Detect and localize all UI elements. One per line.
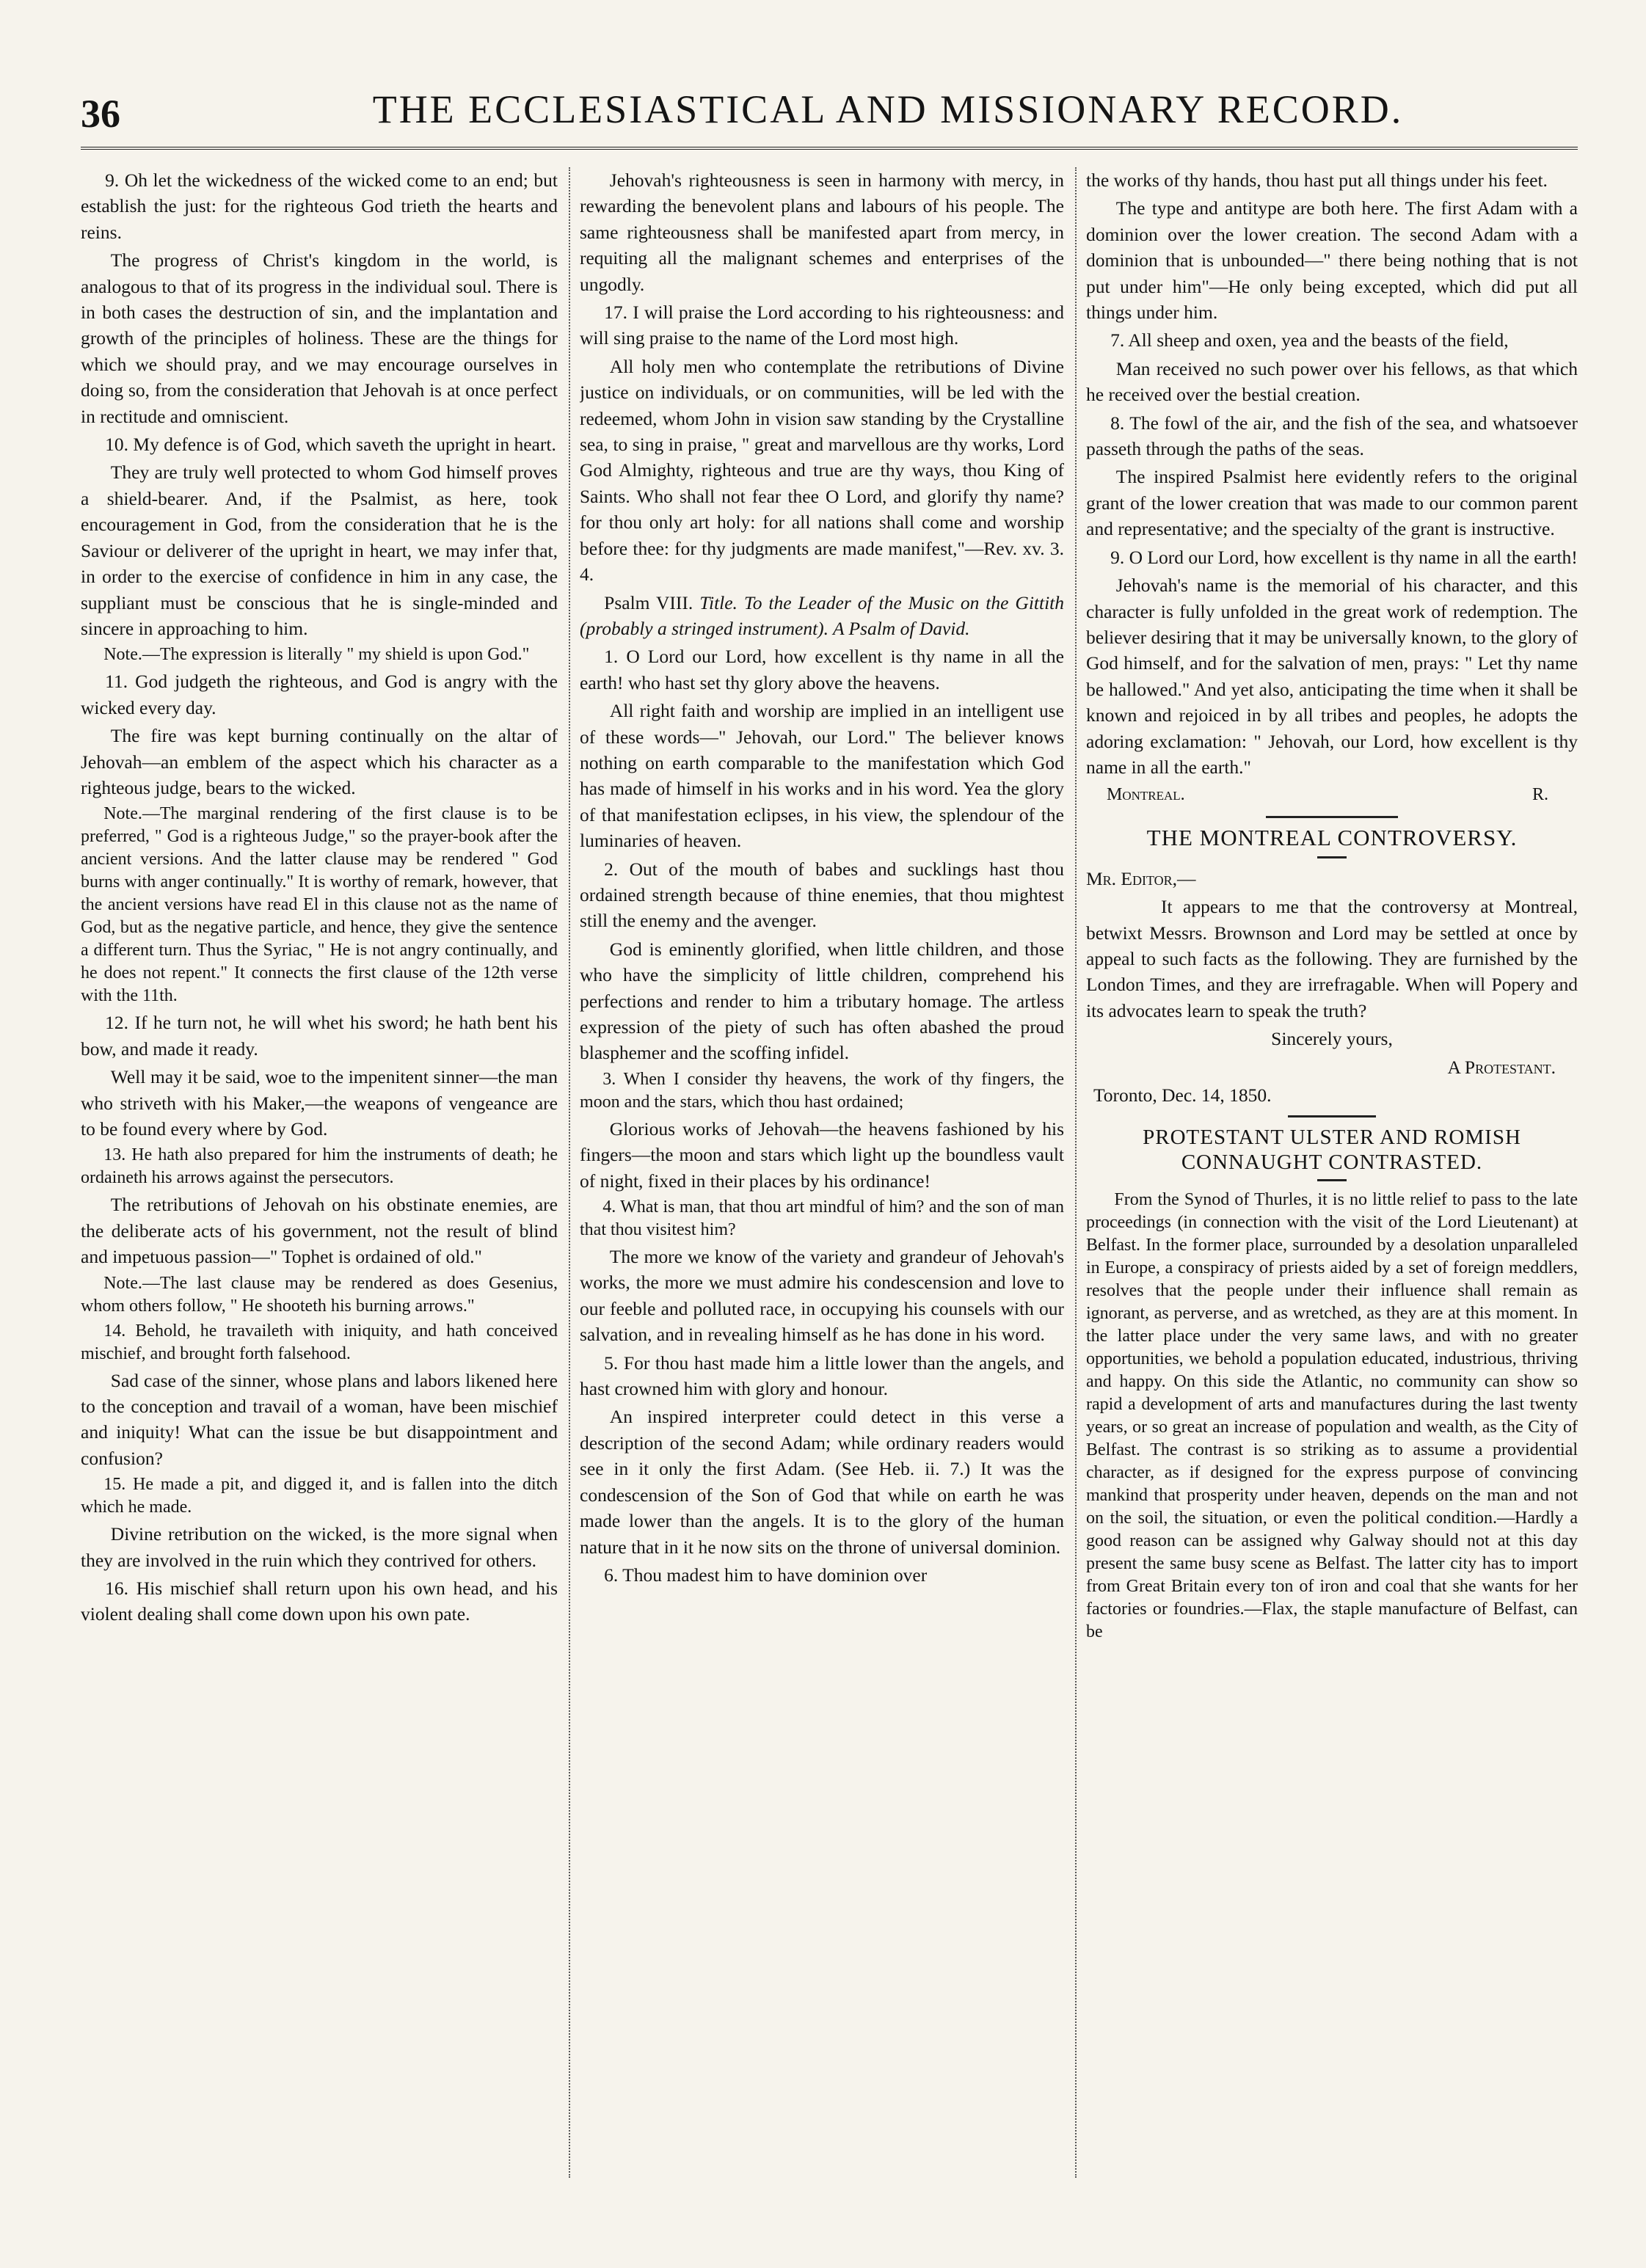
signature: A Protestant.: [1447, 1056, 1556, 1078]
commentary: The more we know of the variety and grandeur of Jehovah's works, the more we must admire his condescension and love to our feeble and polluted race, in occupying his counsels with our salvation, and in revealing himself as he has done in his word.: [580, 1246, 1064, 1346]
salutation: Mr. Editor,—: [1086, 867, 1196, 889]
commentary: Jehovah's righteousness is seen in harmony with mercy, in rewarding the benevolent plans and labours of his people. The same righteousness shall be manifested apart from mercy, in requiting all the malignant schemes and enterprises of the ungodly.: [580, 169, 1064, 295]
verse: 14. Behold, he travaileth with iniquity, and hath conceived mischief, and brought forth falsehood.: [81, 1321, 558, 1363]
commentary: They are truly well protected to whom God himself proves a shield-bearer. And, if the Psalmist, as here, took encouragement in God, from the consideration that he is the Saviour or deliverer of the upright in heart, we may infer that, in order to the exercise of confidence in him in any case, the suppliant must be conscious that he is single-minded and sincere in approaching to him.: [81, 462, 558, 639]
column-2: [580, 167, 1064, 2192]
verse: 9. Oh let the wickedness of the wicked come to an end; but establish the just: for the righteous God trieth the hearts and reins.: [81, 169, 558, 243]
title-rule: [1317, 856, 1347, 858]
verse: 10. My defence is of God, which saveth the upright in heart.: [105, 434, 556, 456]
verse: 13. He hath also prepared for him the instruments of death; he ordaineth his arrows against the persecutors.: [81, 1145, 558, 1188]
commentary: All holy men who contemplate the retributions of Divine justice on individuals, or on communities, will be led with the redeemed, whom John in vision saw standing by the Crystalline sea, to sing in praise, " great and marvellous are thy works, Lord God Almighty, righteous and true are thy ways, thou King of Saints. Who shall not fear thee O Lord, and glorify thy name? for thou only art holy: for all nations shall come and worship before thee: for thy judgments are made manifest,"—Rev. xv. 3. 4.: [580, 355, 1064, 586]
commentary: An inspired interpreter could detect in this verse a description of the second Adam; while ordinary readers would see in it only the first Adam. (See Heb. ii. 7.) It was the condescension of the Son of God that while on earth he was made lower than the angels. It is to the glory of the human nature that in it he now sits on the throne of universal dominion.: [580, 1406, 1064, 1558]
commentary: Man received no such power over his fellows, as that which he received over the bestial creation.: [1086, 357, 1578, 406]
closing: Sincerely yours,: [1271, 1028, 1393, 1050]
note: Note.—The last clause may be rendered as does Gesenius, whom others follow, " He shooteth his burning arrows.": [81, 1273, 558, 1316]
verse: 3. When I consider thy heavens, the work of thy fingers, the moon and the stars, which thou hast ordained;: [580, 1069, 1064, 1112]
page-header: [81, 87, 1578, 145]
verse: 12. If he turn not, he will whet his sword; he hath bent his bow, and made it ready.: [81, 1012, 558, 1060]
commentary: Jehovah's name is the memorial of his character, and this character is fully unfolded in the great work of redemption. The believer desiring that it may be universally known, to the glory of God himself, and for the salvation of men, prays: " Let thy name be hallowed." And yet also, anticipating the time when it shall be known and rejoiced in by all tribes and peoples, he adopts the adoring exclamation: " Jehovah, our Lord, how excellent is thy name in all the earth.": [1086, 575, 1578, 778]
verse-continued: the works of thy hands, thou hast put all things under his feet.: [1086, 169, 1548, 191]
verse: 6. Thou madest him to have dominion over: [604, 1564, 928, 1586]
section-divider: [1266, 816, 1398, 818]
article-title: THE MONTREAL CONTROVERSY.: [1146, 824, 1518, 850]
article-body: It appears to me that the controversy at Montreal, betwixt Messrs. Brownson and Lord may be settled at once by appeal to such facts as the following. They are furnished by the London Times, and they are irrefragable. When will Popery and its advocates learn to speak the truth?: [1086, 896, 1578, 1021]
signoff: [1086, 782, 1578, 808]
column-divider: [1075, 167, 1077, 2178]
verse: 17. I will praise the Lord according to his righteousness: and will sing praise to the name of the Lord most high.: [580, 302, 1064, 349]
note: Note.—The expression is literally " my shield is upon God.": [103, 645, 530, 665]
verse: 7. All sheep and oxen, yea and the beasts of the field,: [1110, 329, 1509, 351]
commentary: Sad case of the sinner, whose plans and labors likened here to the conception and travail of a woman, have been mischief and iniquity! What can the issue be but disappointment and confusion?: [81, 1369, 558, 1469]
commentary: Well may it be said, woe to the impenitent sinner—the man who striveth with his Maker,—the weapons of vengeance are to be found every where by God.: [81, 1066, 558, 1140]
column-1: [81, 167, 558, 2192]
dateline: Toronto, Dec. 14, 1850.: [1093, 1084, 1272, 1106]
verse: 16. His mischief shall return upon his own head, and his violent dealing shall come down upon his own pate.: [81, 1578, 558, 1625]
commentary: Glorious works of Jehovah—the heavens fashioned by his fingers—the moon and stars which light up the boundless vault of night, fixed in their places by his ordinance!: [580, 1117, 1064, 1192]
verse: 15. He made a pit, and digged it, and is fallen into the ditch which he made.: [81, 1475, 558, 1517]
psalm-title: Title. To the Leader of the Music on the Gittith (probably a stringed instrument). A Psalm of David.: [580, 591, 1064, 639]
title-rule: [1317, 1179, 1347, 1181]
psalm-label: Psalm VIII.: [604, 591, 693, 613]
commentary: All right faith and worship are implied in an intelligent use of these words—" Jehovah, our Lord." The believer knows nothing on earth comparable to the manifestation which God has made of himself in his works and in his word. Yea the glory of that manifestation eclipses, in his view, the splendour of the luminaries of heaven.: [580, 700, 1064, 852]
header-rule: [81, 147, 1578, 150]
verse: 8. The fowl of the air, and the fish of the sea, and whatsoever passeth through the paths of the seas.: [1086, 412, 1578, 460]
verse: 9. O Lord our Lord, how excellent is thy name in all the earth!: [1110, 546, 1578, 568]
note: Note.—The marginal rendering of the first clause is to be preferred, " God is a righteous Judge," so the prayer-book after the ancient versions. And the latter clause may be rendered " God burns with anger continually." It is worthy of remark, however, that the ancient versions have read El in this clause not as the name of God, but as the negative particle, and hence, they give the sentence a different turn. Thus the Syriac, " He is not angry continually, and he does not repent." It connects the first clause of the 12th verse with the 11th.: [81, 804, 558, 1006]
verse: 1. O Lord our Lord, how excellent is thy name in all the earth! who hast set thy glory above the heavens.: [580, 646, 1064, 693]
commentary: The fire was kept burning continually on the altar of Jehovah—an emblem of the aspect which his character as a righteous judge, bears to the wicked.: [81, 725, 558, 798]
signoff-initial: R.: [1532, 785, 1548, 805]
commentary: God is eminently glorified, when little children, and those who have the simplicity of little children, comprehend his perfections and render to him a tributary homage. The artless expression of the piety of such has often abashed the proud blasphemer and the scoffing infidel.: [580, 938, 1064, 1064]
article-title: PROTESTANT ULSTER AND ROMISH CONNAUGHT CONTRASTED.: [1143, 1126, 1521, 1175]
running-title: THE ECCLESIASTICAL AND MISSIONARY RECORD.: [372, 87, 1404, 131]
signoff-place: Montreal.: [1107, 785, 1185, 805]
column-divider: [569, 167, 570, 2178]
commentary: The progress of Christ's kingdom in the world, is analogous to that of its progress in the individual soul. There is in both cases the destruction of sin, and the implantation and growth of the principles of holiness. These are the things for which we should pray, and we may encourage ourselves in doing so, from the consideration that Jehovah is at once perfect in rectitude and omniscient.: [81, 249, 558, 427]
article-body: From the Synod of Thurles, it is no little relief to pass to the late proceedings (in connection with the visit of the Lord Lieutenant) at Belfast. In the former place, surrounded by a desolation unparalleled in Europe, a conspiracy of priests aided by a set of foreign meddlers, resolves that the people under their influence shall remain as ignorant, as perverse, and as wretched, as they are at this moment. In the latter place under the very same laws, and with no greater opportunities, we behold a population educated, industrious, thriving and happy. On this side the Atlantic, no community can show so rapid a development of arts and manufactures during the last twenty years, or so great an increase of population and wealth, as the City of Belfast. The contrast is so striking as to assume a providential character, as if designed for the express purpose of convincing mankind that prosperity under heaven, depends on the man and not on the soil, the situation, or even the political condition.—Hardly a good reason can be assigned why Galway should not at this day present the same busy scene as Belfast. The latter city has to import from Great Britain every ton of iron and coal that she wants for her factories or foundries.—Flax, the staple manufacture of Belfast, can be: [1086, 1190, 1578, 1642]
section-divider: [1288, 1115, 1376, 1117]
column-3: [1086, 167, 1578, 2192]
commentary: Divine retribution on the wicked, is the more signal when they are involved in the ruin which they contrived for others.: [81, 1523, 558, 1571]
verse: 2. Out of the mouth of babes and sucklings hast thou ordained strength because of thine enemies, that thou mightest still the enemy and the avenger.: [580, 858, 1064, 932]
verse: 11. God judgeth the righteous, and God is angry with the wicked every day.: [81, 671, 558, 718]
commentary: The type and antitype are both here. The first Adam with a dominion over the lower creation. The second Adam with a dominion that is unbounded—" there being nothing that is not put under him"—He only being excepted, which did put all things under him.: [1086, 197, 1578, 324]
page-number: 36: [81, 92, 120, 136]
commentary: The inspired Psalmist here evidently refers to the original grant of the lower creation that was made to our common parent and representative; and the specialty of the grant is instructive.: [1086, 466, 1578, 540]
verse: 4. What is man, that thou art mindful of him? and the son of man that thou visitest him?: [580, 1197, 1064, 1240]
commentary: The retributions of Jehovah on his obstinate enemies, are the deliberate acts of his government, not the result of blind and impetuous passion—" Tophet is ordained of old.": [81, 1194, 558, 1268]
verse: 5. For thou hast made him a little lower than the angels, and hast crowned him with glory and honour.: [580, 1352, 1064, 1400]
psalm-heading: [580, 590, 1064, 642]
